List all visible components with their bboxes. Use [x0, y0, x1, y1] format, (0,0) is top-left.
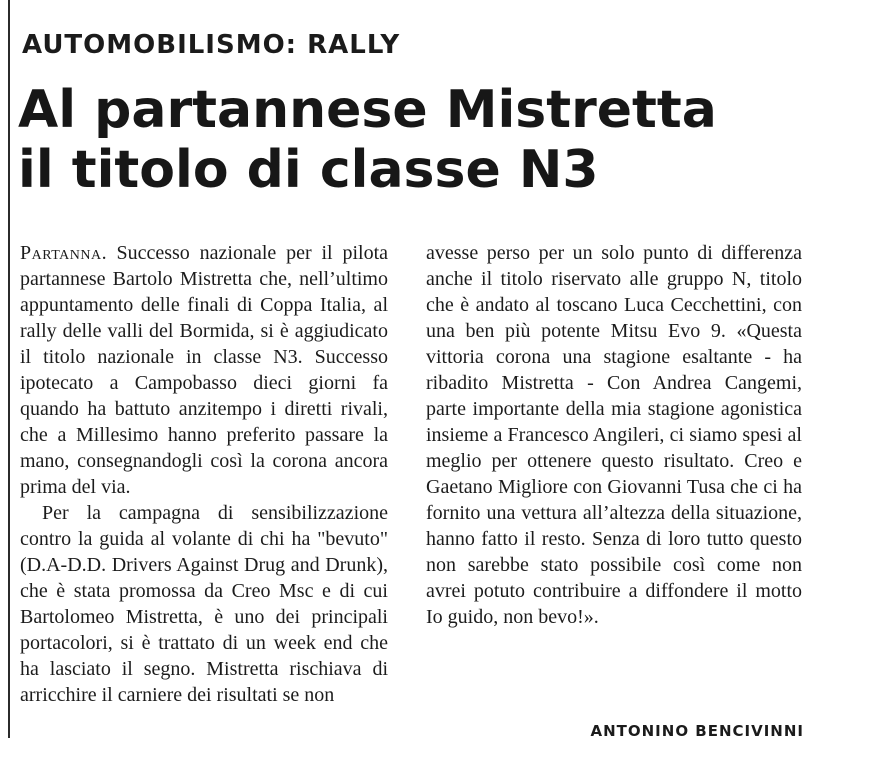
- column-rule: [8, 0, 10, 738]
- paragraph-1: [20, 240, 388, 500]
- paragraph-2-continued: [426, 240, 802, 630]
- article-column-right: [426, 240, 802, 630]
- paragraph-2: [20, 500, 388, 708]
- paragraph-1-text: . Successo nazionale per il pilota partannese Bartolo Mistretta che, nell’ultimo appuntamento delle finali di Coppa Italia, al rally delle valli del Bormida, si è aggiudicato il titolo nazionale in classe N3. Successo ipotecato a Campobasso dieci giorni fa quando ha battuto anzitempo i diretti rivali, che a Millesimo hanno preferito passare la mano, consegnandogli così la corona ancora prima del via.: [20, 242, 388, 498]
- article-column-left: [20, 240, 388, 708]
- paragraph-2-text: Per la campagna di sensibilizzazione contro la guida al volante di chi ha "bevuto" (D.A-D.D. Drivers Against Drug and Drunk), che è stata promossa da Creo Msc e di cui Bartolomeo Mistretta, è uno dei principali portacolori, si è trattato di un week end che ha lasciato il segno. Mistretta rischiava di arricchire il carniere dei risultati se non: [20, 502, 388, 706]
- headline-line-2: il titolo di classe N3: [18, 140, 599, 200]
- headline-line-1: Al partannese Mistretta: [18, 80, 717, 140]
- section-kicker: AUTOMOBILISMO: RALLY: [22, 30, 401, 60]
- paragraph-2-text-continued: avesse perso per un solo punto di differenza anche il titolo riservato alle gruppo N, titolo che è andato al toscano Luca Cecchettini, con una ben più potente Mitsu Evo 9. «Questa vittoria corona una stagione esaltante - ha ribadito Mistretta - Con Andrea Cangemi, parte importante della mia stagione agonistica insieme a Francesco Angileri, ci siamo spesi al meglio per ottenere questo risultato. Creo e Gaetano Migliore con Giovanni Tusa che ci ha fornito una vettura all’altezza della situazione, hanno fatto il resto. Senza di loro tutto questo non sarebbe stato possibile così come non avrei potuto contribuire a diffondere il motto Io guido, non bevo!».: [426, 242, 802, 628]
- dateline: Partanna: [20, 242, 102, 264]
- author-byline: ANTONINO BENCIVINNI: [590, 722, 804, 740]
- article-headline: [18, 80, 868, 200]
